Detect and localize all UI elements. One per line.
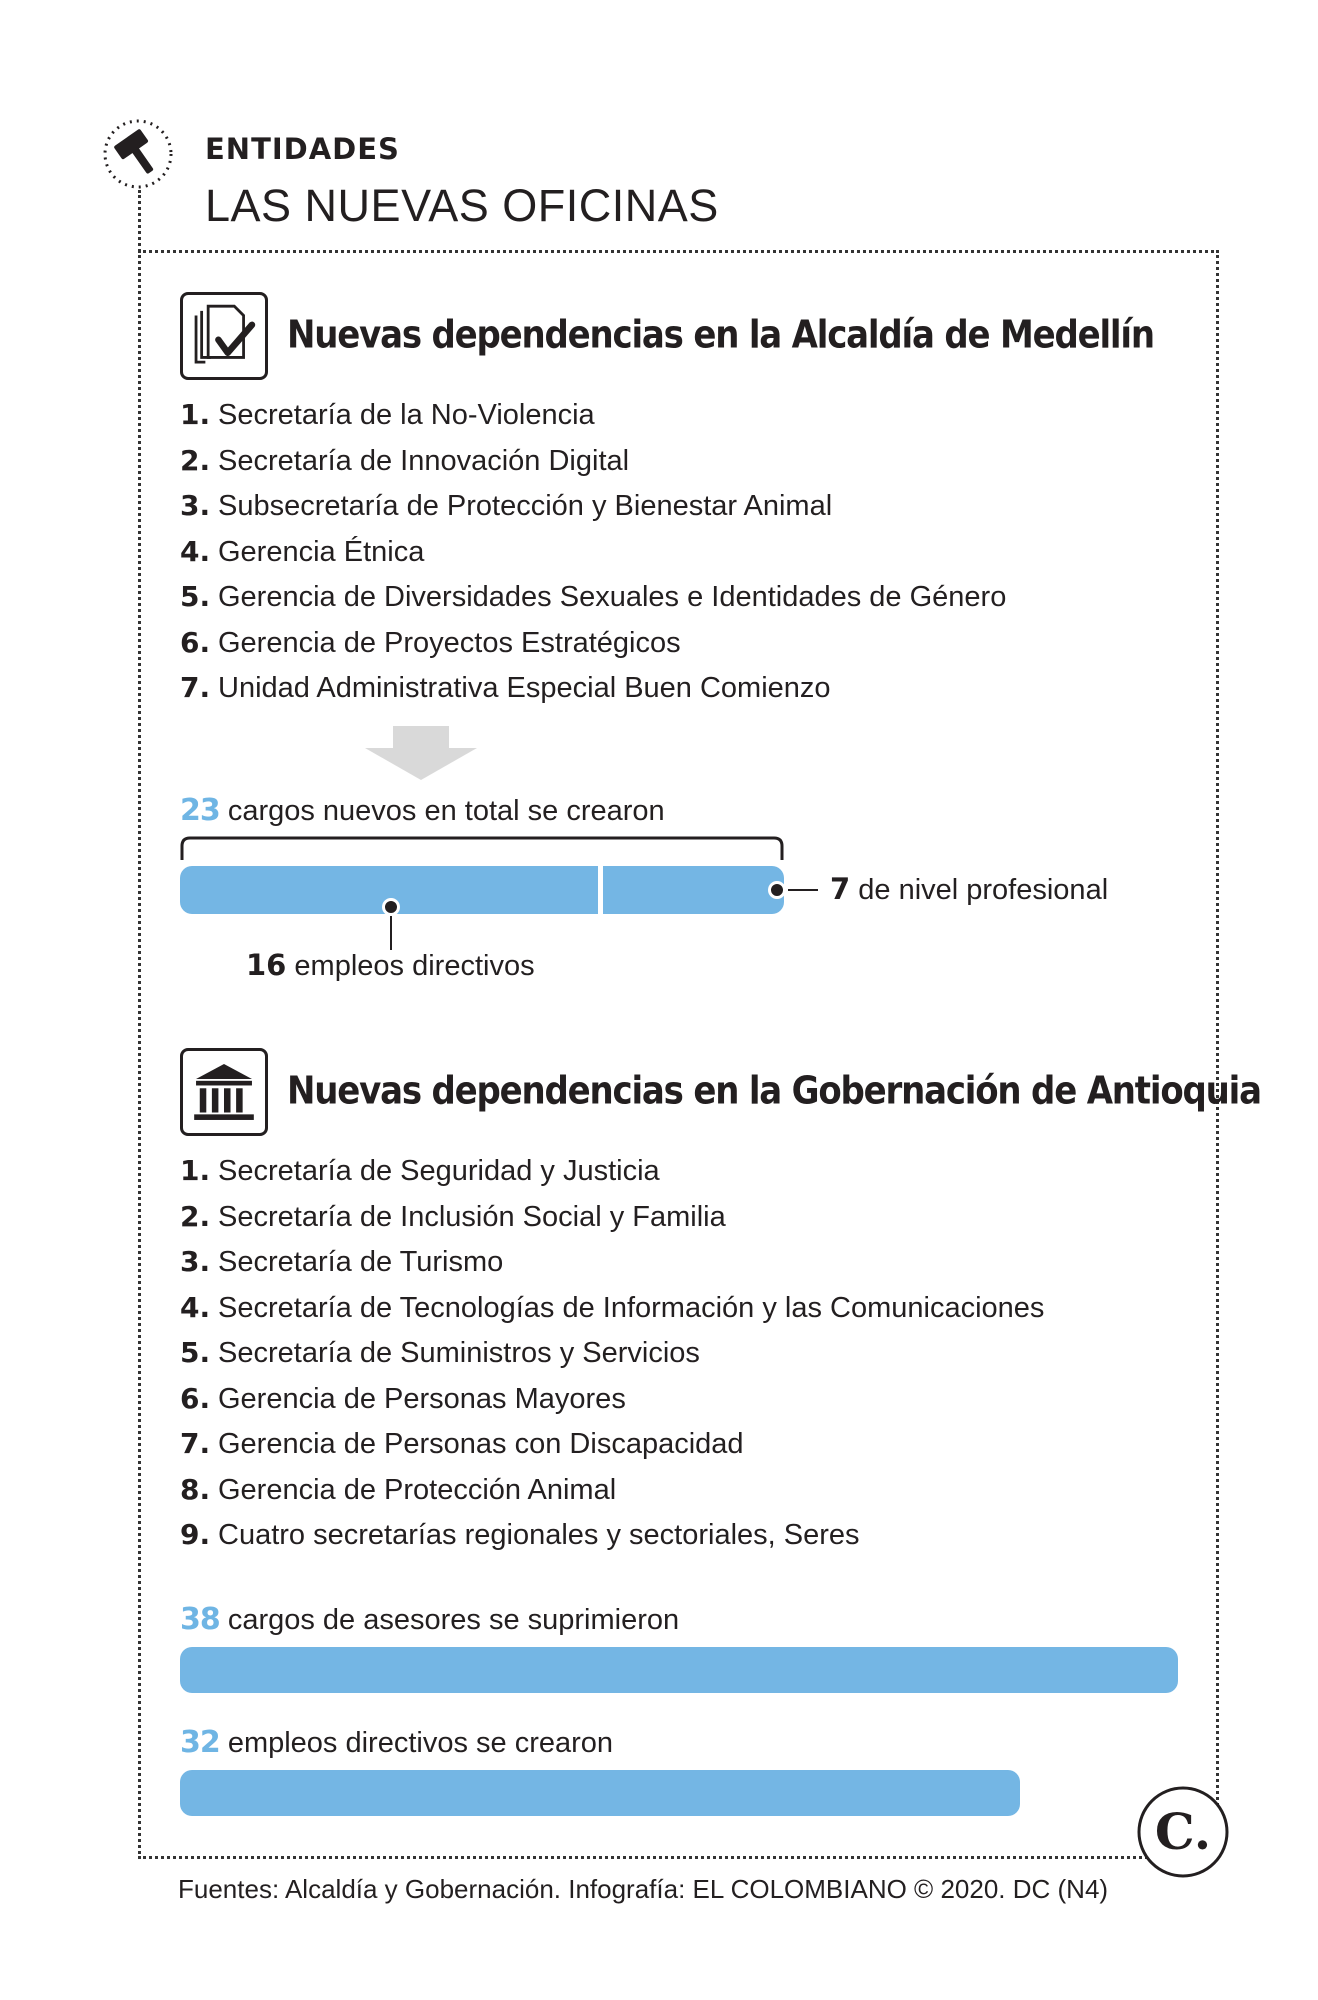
- section-title-antioquia: Nuevas dependencias en la Gobernación de Antioquia: [287, 1069, 1261, 1114]
- list-item: 2. Secretaría de Innovación Digital: [180, 443, 630, 477]
- created-bar: [180, 1770, 1020, 1816]
- list-item: 1. Secretaría de la No-Violencia: [180, 398, 595, 431]
- down-arrow-icon: [365, 726, 477, 780]
- list-item: 3. Secretaría de Turismo: [180, 1245, 504, 1278]
- list-antioquia: [180, 1154, 1044, 1564]
- el-colombiano-logo: [1136, 1785, 1230, 1879]
- directive-leader: [390, 916, 392, 950]
- bar-divider: [598, 866, 603, 914]
- suppressed-bar: [180, 1647, 1178, 1693]
- list-item: 4. Gerencia Étnica: [180, 534, 425, 568]
- list-item: 6. Gerencia de Proyectos Estratégicos: [180, 625, 681, 659]
- list-item: 7. Unidad Administrativa Especial Buen Comienzo: [180, 671, 831, 704]
- page-title: LAS NUEVAS OFICINAS: [205, 180, 719, 231]
- list-item: 5. Secretaría de Suministros y Servicios: [180, 1336, 700, 1369]
- suppressed-label: 38 cargos de asesores se suprimieron: [180, 1602, 680, 1637]
- directive-marker: [382, 898, 400, 916]
- list-item: 4. Secretaría de Tecnologías de Información y las Comunicaciones: [180, 1290, 1045, 1324]
- list-item: 1. Secretaría de Seguridad y Justicia: [180, 1154, 660, 1187]
- professional-leader: [788, 889, 818, 891]
- gavel-icon: [102, 118, 174, 190]
- list-medellin: [180, 398, 1006, 717]
- list-item: 3. Subsecretaría de Protección y Bienestar Animal: [180, 489, 833, 522]
- documents-check-icon: [180, 292, 268, 380]
- section-title-medellin: Nuevas dependencias en la Alcaldía de Medellín: [287, 313, 1154, 358]
- source-credit: Fuentes: Alcaldía y Gobernación. Infografía: EL COLOMBIANO © 2020. DC (N4): [178, 1874, 1109, 1904]
- created-label: 32 empleos directivos se crearon: [180, 1725, 614, 1760]
- professional-label: 7 de nivel profesional: [830, 872, 1109, 906]
- list-item: 8. Gerencia de Protección Animal: [180, 1472, 617, 1506]
- frame-connector: [138, 190, 141, 252]
- government-building-icon: [180, 1048, 268, 1136]
- total-positions-bar: [180, 866, 784, 914]
- total-bracket: [180, 836, 784, 862]
- directive-label: 16 empleos directivos: [246, 948, 535, 982]
- list-item: 5. Gerencia de Diversidades Sexuales e Identidades de Género: [180, 580, 1007, 613]
- kicker: ENTIDADES: [205, 132, 400, 166]
- professional-marker: [768, 881, 786, 899]
- svg-text:C.: C.: [1154, 1802, 1212, 1861]
- list-item: 7. Gerencia de Personas con Discapacidad: [180, 1427, 744, 1460]
- list-item: 6. Gerencia de Personas Mayores: [180, 1381, 626, 1415]
- list-item: 2. Secretaría de Inclusión Social y Familia: [180, 1199, 726, 1233]
- list-item: 9. Cuatro secretarías regionales y sectoriales, Seres: [180, 1518, 860, 1551]
- total-positions-label: 23 cargos nuevos en total se crearon: [180, 793, 665, 828]
